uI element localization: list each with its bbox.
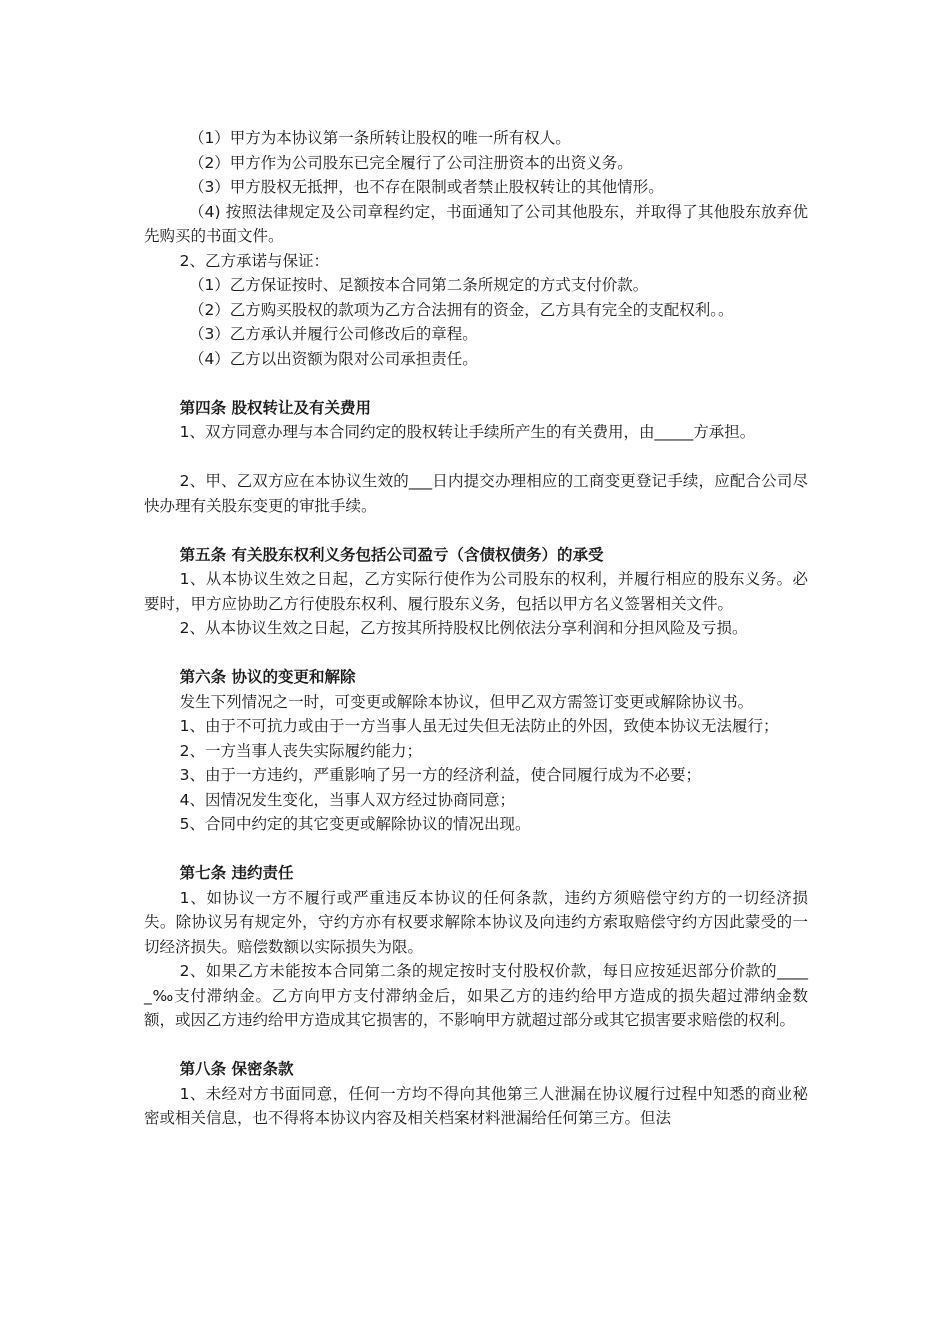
spacer bbox=[144, 641, 808, 666]
clause-3-1-1: （1）甲方为本协议第一条所转让股权的唯一所有权人。 bbox=[188, 129, 571, 147]
clause-6-4: 4、因情况发生变化，当事人双方经过协商同意； bbox=[179, 790, 516, 809]
clause-4-2: 2、甲、乙双方应在本协议生效的___日内提交办理相应的工商变更登记手续，应配合公司尽快办理有关股东变更的审批手续。 bbox=[144, 472, 808, 515]
clause-5-2: 2、从本协议生效之日起，乙方按其所持股权比例依法分享利润和分担风险及亏损。 bbox=[179, 619, 748, 637]
clause-3-1-4: （4) 按照法律规定及公司章程约定，书面通知了公司其他股东，并取得了其他股东放弃优先购买的书面文件。 bbox=[144, 202, 808, 245]
clause-3-2-1: （1）乙方保证按时、足额按本合同第二条所规定的方式支付价款。 bbox=[188, 276, 649, 294]
clause-6-2: 2、一方当事人丧失实际履约能力； bbox=[179, 741, 423, 760]
spacer bbox=[144, 518, 808, 543]
clause-7-1: 1、如协议一方不履行或严重违反本协议的任何条款，违约方须赔偿守约方的一切经济损失。除协议另有规定外，守约方亦有权要求解除本协议及向违约方索取赔偿守约方因此蒙受的一切经济损失。赔偿数额以实际损失为限。 bbox=[144, 888, 808, 956]
spacer bbox=[144, 837, 808, 862]
clause-3-2-title: 2、乙方承诺与保证： bbox=[179, 251, 330, 270]
spacer bbox=[144, 1033, 808, 1058]
clause-3-1-2: （2）甲方作为公司股东已完全履行了公司注册资本的出资义务。 bbox=[188, 153, 633, 172]
clause-3-2-4: （4）乙方以出资额为限对公司承担责任。 bbox=[188, 349, 478, 368]
clause-6-1: 1、由于不可抗力或由于一方当事人虽无过失但无法防止的外因，致使本协议无法履行； bbox=[179, 717, 779, 735]
section-6-heading: 第六条 协议的变更和解除 bbox=[179, 668, 356, 686]
document-body bbox=[144, 126, 808, 1131]
spacer bbox=[144, 371, 808, 396]
clause-3-2-2: （2）乙方购买股权的款项为乙方合法拥有的资金，乙方具有完全的支配权利。。 bbox=[188, 300, 734, 319]
clause-3-1-3: （3）甲方股权无抵押，也不存在限制或者禁止股权转让的其他情形。 bbox=[188, 178, 664, 196]
clause-6-3: 3、由于一方违约，严重影响了另一方的经济利益，使合同履行成为不必要； bbox=[179, 766, 702, 784]
clause-3-2-3: （3）乙方承认并履行公司修改后的章程。 bbox=[188, 325, 478, 343]
section-8-heading: 第八条 保密条款 bbox=[179, 1060, 294, 1078]
spacer bbox=[144, 445, 808, 470]
clause-6-intro: 发生下列情况之一时，可变更或解除本协议，但甲乙双方需签订变更或解除协议书。 bbox=[179, 692, 754, 711]
section-5-heading: 第五条 有关股东权利义务包括公司盈亏（含债权债务）的承受 bbox=[179, 545, 604, 564]
clause-7-2: 2、如果乙方未能按本合同第二条的规定按时支付股权价款，每日应按延迟部分价款的_____‰支付滞纳金。乙方向甲方支付滞纳金后，如果乙方的违约给甲方造成的损失超过滞纳金数额，或因乙方违约给甲方造成其它损害的，不影响甲方就超过部分或其它损害要求赔偿的权利。 bbox=[144, 962, 808, 1029]
clause-5-1: 1、从本协议生效之日起，乙方实际行使作为公司股东的权利，并履行相应的股东义务。必要时，甲方应协助乙方行使股东权利、履行股东义务，包括以甲方名义签署相关文件。 bbox=[144, 570, 808, 613]
section-4-heading: 第四条 股权转让及有关费用 bbox=[179, 398, 372, 417]
clause-4-1: 1、双方同意办理与本合同约定的股权转让手续所产生的有关费用，由_____方承担。 bbox=[179, 423, 756, 441]
clause-6-5: 5、合同中约定的其它变更或解除协议的情况出现。 bbox=[179, 815, 531, 833]
section-7-heading: 第七条 违约责任 bbox=[179, 864, 294, 882]
clause-8-1: 1、未经对方书面同意，任何一方均不得向其他第三人泄漏在协议履行过程中知悉的商业秘密或相关信息，也不得将本协议内容及相关档案材料泄漏给任何第三方。但法 bbox=[144, 1084, 808, 1127]
